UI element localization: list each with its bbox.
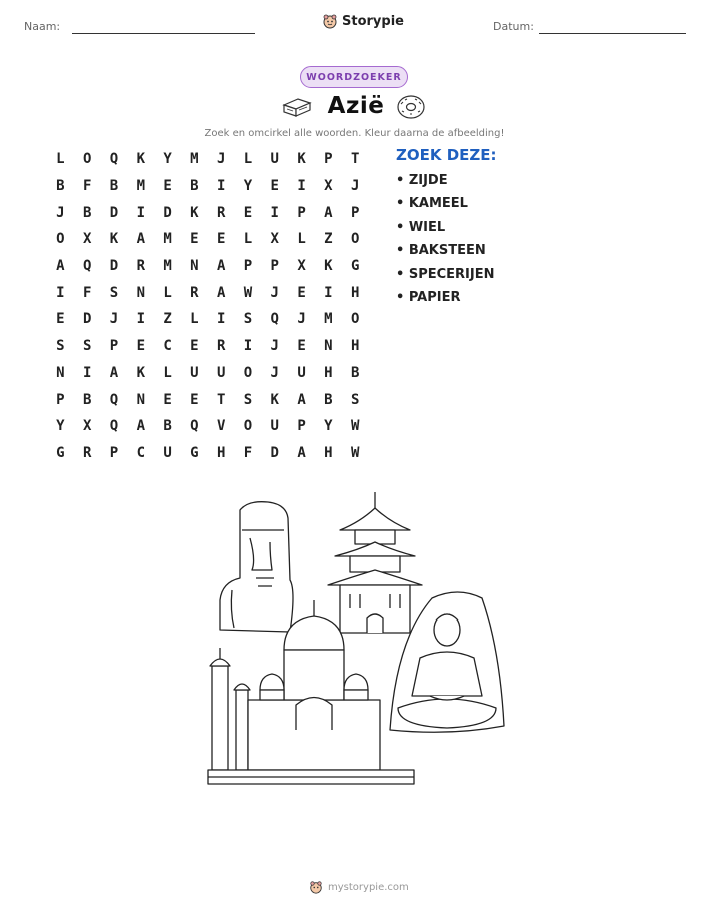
grid-letter[interactable]: B bbox=[163, 418, 172, 435]
grid-letter[interactable]: Q bbox=[270, 311, 279, 328]
brick-icon bbox=[282, 96, 312, 118]
grid-letter[interactable]: X bbox=[82, 231, 92, 248]
grid-letter[interactable]: J bbox=[270, 284, 279, 301]
word-list bbox=[396, 146, 497, 313]
instructions: Zoek en omcirkel alle woorden. Kleur daarna de afbeelding! bbox=[204, 128, 505, 139]
grid-letter[interactable]: E bbox=[190, 391, 199, 408]
word-list-item: • ZIJDE bbox=[396, 173, 448, 188]
grid-letter[interactable]: M bbox=[190, 151, 199, 168]
grid-letter[interactable]: F bbox=[82, 284, 92, 301]
grid-letter[interactable]: Q bbox=[109, 151, 119, 168]
grid-letter[interactable]: S bbox=[350, 391, 360, 408]
grid-letter[interactable]: Z bbox=[163, 311, 172, 328]
date-line bbox=[539, 33, 686, 34]
grid-letter[interactable]: S bbox=[243, 311, 253, 328]
grid-letter[interactable]: R bbox=[216, 338, 226, 355]
grid-letter[interactable]: V bbox=[216, 418, 226, 435]
grid-letter[interactable]: B bbox=[324, 391, 333, 408]
coloring-illustration bbox=[200, 490, 520, 790]
footer bbox=[309, 880, 409, 894]
grid-letter[interactable]: E bbox=[136, 338, 145, 355]
grid-letter[interactable]: E bbox=[56, 311, 65, 328]
grid-letter[interactable]: A bbox=[297, 444, 306, 461]
brand-name: Storypie bbox=[342, 13, 404, 29]
grid-letter[interactable]: L bbox=[243, 151, 253, 168]
grid-letter[interactable]: D bbox=[163, 204, 172, 221]
word-search-grid bbox=[47, 146, 369, 466]
donut-icon bbox=[396, 94, 426, 120]
grid-letter[interactable]: B bbox=[109, 178, 119, 195]
moai-statue-drawing bbox=[220, 502, 293, 632]
grid-letter[interactable]: U bbox=[270, 151, 279, 168]
pagoda-drawing bbox=[328, 492, 422, 633]
grid-letter[interactable]: A bbox=[109, 364, 119, 381]
grid-row bbox=[47, 146, 369, 173]
grid-letter[interactable]: I bbox=[324, 284, 333, 301]
grid-letter[interactable]: Q bbox=[109, 391, 119, 408]
grid-letter[interactable]: I bbox=[216, 178, 226, 195]
grid-letter[interactable]: H bbox=[350, 338, 360, 355]
grid-letter[interactable]: B bbox=[190, 178, 199, 195]
grid-letter[interactable]: H bbox=[324, 364, 333, 381]
grid-letter[interactable]: A bbox=[136, 418, 145, 435]
grid-letter[interactable]: E bbox=[297, 338, 306, 355]
grid-letter[interactable]: I bbox=[136, 204, 145, 221]
grid-letter[interactable]: W bbox=[243, 284, 253, 301]
grid-letter[interactable]: U bbox=[270, 418, 279, 435]
grid-letter[interactable]: F bbox=[243, 444, 253, 461]
grid-row bbox=[47, 306, 369, 333]
grid-letter[interactable]: H bbox=[350, 284, 360, 301]
grid-letter[interactable]: X bbox=[82, 418, 92, 435]
grid-letter[interactable]: A bbox=[216, 284, 226, 301]
grid-letter[interactable]: X bbox=[297, 258, 306, 275]
word-list-item: • KAMEEL bbox=[396, 196, 468, 212]
grid-letter[interactable]: A bbox=[216, 258, 226, 275]
grid-letter[interactable]: I bbox=[136, 311, 145, 328]
grid-letter[interactable]: L bbox=[190, 311, 199, 328]
grid-row bbox=[47, 440, 369, 467]
grid-letter[interactable]: J bbox=[270, 364, 279, 381]
grid-letter[interactable]: Z bbox=[324, 231, 333, 248]
grid-letter[interactable]: P bbox=[350, 204, 360, 221]
grid-letter[interactable]: A bbox=[297, 391, 306, 408]
grid-letter[interactable]: E bbox=[270, 178, 279, 195]
grid-letter[interactable]: Q bbox=[82, 258, 92, 275]
grid-letter[interactable]: P bbox=[56, 391, 65, 408]
date-label: Datum: bbox=[493, 20, 534, 33]
grid-letter[interactable]: L bbox=[163, 284, 172, 301]
word-list-item: • WIEL bbox=[396, 219, 446, 235]
grid-letter[interactable]: N bbox=[56, 364, 65, 381]
grid-letter[interactable]: N bbox=[190, 258, 199, 275]
grid-letter[interactable]: E bbox=[243, 204, 253, 221]
grid-letter[interactable]: J bbox=[350, 178, 360, 195]
grid-letter[interactable]: P bbox=[243, 258, 253, 275]
grid-letter[interactable]: J bbox=[56, 204, 65, 221]
grid-letter[interactable]: U bbox=[297, 364, 306, 381]
grid-letter[interactable]: M bbox=[163, 231, 172, 248]
grid-letter[interactable]: S bbox=[56, 338, 65, 355]
grid-letter[interactable]: I bbox=[82, 364, 92, 381]
grid-letter[interactable]: G bbox=[350, 258, 360, 275]
grid-letter[interactable]: K bbox=[190, 204, 199, 221]
grid-row bbox=[47, 173, 369, 200]
word-list-item: • SPECERIJEN bbox=[396, 266, 495, 282]
grid-letter[interactable]: B bbox=[82, 204, 92, 221]
grid-letter[interactable]: O bbox=[243, 364, 253, 381]
grid-letter[interactable]: D bbox=[270, 444, 279, 461]
grid-row bbox=[47, 253, 369, 280]
grid-letter[interactable]: E bbox=[190, 338, 199, 355]
page-title: Azië bbox=[327, 93, 385, 119]
storypie-logo-icon bbox=[322, 13, 338, 29]
grid-letter[interactable]: P bbox=[297, 204, 306, 221]
grid-letter[interactable]: K bbox=[324, 258, 333, 275]
grid-letter[interactable]: B bbox=[82, 391, 92, 408]
grid-letter[interactable]: H bbox=[324, 444, 333, 461]
grid-letter[interactable]: K bbox=[109, 231, 119, 248]
name-label: Naam: bbox=[24, 20, 61, 33]
grid-letter[interactable]: Y bbox=[243, 178, 253, 195]
grid-letter[interactable]: E bbox=[190, 231, 199, 248]
grid-letter[interactable]: S bbox=[243, 391, 253, 408]
grid-letter[interactable]: A bbox=[324, 204, 333, 221]
grid-letter[interactable]: I bbox=[216, 311, 226, 328]
grid-letter[interactable]: L bbox=[243, 231, 253, 248]
grid-letter[interactable]: I bbox=[243, 338, 253, 355]
grid-letter[interactable]: K bbox=[297, 151, 306, 168]
grid-letter[interactable]: Q bbox=[109, 418, 119, 435]
grid-letter[interactable]: J bbox=[216, 151, 226, 168]
grid-letter[interactable]: O bbox=[82, 151, 92, 168]
brand-logo bbox=[322, 13, 404, 29]
grid-letter[interactable]: O bbox=[350, 311, 360, 328]
grid-letter[interactable]: W bbox=[350, 444, 360, 461]
grid-letter[interactable]: I bbox=[56, 284, 65, 301]
grid-letter[interactable]: R bbox=[216, 204, 226, 221]
grid-letter[interactable]: X bbox=[270, 231, 279, 248]
grid-letter[interactable]: O bbox=[243, 418, 253, 435]
grid-letter[interactable]: F bbox=[82, 178, 92, 195]
grid-letter[interactable]: P bbox=[109, 338, 119, 355]
grid-letter[interactable]: R bbox=[82, 444, 92, 461]
grid-letter[interactable]: B bbox=[350, 364, 360, 381]
grid-row bbox=[47, 413, 369, 440]
word-list-item: • PAPIER bbox=[396, 289, 461, 305]
grid-letter[interactable]: M bbox=[136, 178, 145, 195]
grid-letter[interactable]: U bbox=[163, 444, 172, 461]
grid-row bbox=[47, 333, 369, 360]
grid-letter[interactable]: D bbox=[109, 204, 119, 221]
grid-letter[interactable]: S bbox=[109, 284, 119, 301]
grid-letter[interactable]: Q bbox=[190, 418, 199, 435]
grid-letter[interactable]: E bbox=[163, 391, 172, 408]
storypie-logo-icon bbox=[309, 880, 323, 894]
title-row bbox=[270, 93, 440, 123]
grid-letter[interactable]: S bbox=[82, 338, 92, 355]
grid-letter[interactable]: P bbox=[109, 444, 119, 461]
grid-letter[interactable]: K bbox=[270, 391, 279, 408]
grid-letter[interactable]: D bbox=[82, 311, 92, 328]
grid-letter[interactable]: B bbox=[56, 178, 65, 195]
grid-letter[interactable]: P bbox=[297, 418, 306, 435]
word-list-title: ZOEK DEZE: bbox=[396, 146, 497, 164]
grid-letter[interactable]: U bbox=[216, 364, 226, 381]
grid-letter[interactable]: Y bbox=[324, 418, 333, 435]
grid-letter[interactable]: E bbox=[163, 178, 172, 195]
grid-row bbox=[47, 279, 369, 306]
grid-letter[interactable]: T bbox=[216, 391, 226, 408]
grid-letter[interactable]: J bbox=[297, 311, 306, 328]
grid-letter[interactable]: R bbox=[190, 284, 199, 301]
grid-letter[interactable]: A bbox=[136, 231, 145, 248]
grid-letter[interactable]: Y bbox=[56, 418, 65, 435]
grid-letter[interactable]: M bbox=[163, 258, 172, 275]
grid-letter[interactable]: J bbox=[109, 311, 119, 328]
grid-row bbox=[47, 199, 369, 226]
grid-letter[interactable]: M bbox=[324, 311, 333, 328]
grid-letter[interactable]: K bbox=[136, 364, 145, 381]
grid-letter[interactable]: L bbox=[163, 364, 172, 381]
grid-row bbox=[47, 226, 369, 253]
grid-letter[interactable]: L bbox=[56, 151, 65, 168]
grid-letter[interactable]: K bbox=[136, 151, 145, 168]
grid-letter[interactable]: G bbox=[190, 444, 199, 461]
grid-letter[interactable]: A bbox=[56, 258, 65, 275]
grid-letter[interactable]: Y bbox=[163, 151, 172, 168]
grid-letter[interactable]: H bbox=[216, 444, 226, 461]
grid-letter[interactable]: I bbox=[270, 204, 279, 221]
grid-letter[interactable]: R bbox=[136, 258, 145, 275]
grid-letter[interactable]: O bbox=[350, 231, 360, 248]
grid-letter[interactable]: C bbox=[163, 338, 172, 355]
grid-letter[interactable]: J bbox=[270, 338, 279, 355]
grid-letter[interactable]: X bbox=[324, 178, 333, 195]
grid-letter[interactable]: P bbox=[324, 151, 333, 168]
word-list-item: • BAKSTEEN bbox=[396, 243, 486, 259]
grid-letter[interactable]: U bbox=[190, 364, 199, 381]
grid-letter[interactable]: I bbox=[297, 178, 306, 195]
grid-row bbox=[47, 386, 369, 413]
grid-letter[interactable]: E bbox=[216, 231, 226, 248]
grid-letter[interactable]: E bbox=[297, 284, 306, 301]
worksheet-type-badge: WOORDZOEKER bbox=[300, 66, 408, 88]
footer-url: mystorypie.com bbox=[328, 881, 409, 893]
grid-letter[interactable]: N bbox=[136, 284, 145, 301]
grid-row bbox=[47, 360, 369, 387]
grid-letter[interactable]: O bbox=[56, 231, 65, 248]
grid-letter[interactable]: N bbox=[324, 338, 333, 355]
grid-letter[interactable]: D bbox=[109, 258, 119, 275]
grid-letter[interactable]: W bbox=[350, 418, 360, 435]
name-line bbox=[72, 33, 255, 34]
grid-letter[interactable]: T bbox=[350, 151, 360, 168]
grid-letter[interactable]: P bbox=[270, 258, 279, 275]
grid-letter[interactable]: G bbox=[56, 444, 65, 461]
grid-letter[interactable]: C bbox=[136, 444, 145, 461]
grid-letter[interactable]: L bbox=[297, 231, 306, 248]
grid-letter[interactable]: N bbox=[136, 391, 145, 408]
